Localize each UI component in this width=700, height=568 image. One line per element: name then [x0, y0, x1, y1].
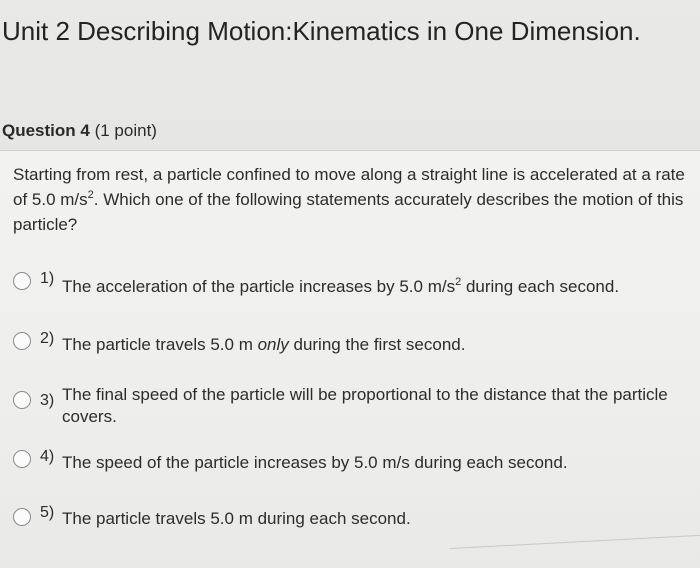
radio-button-option-4[interactable]	[13, 450, 31, 468]
option-text: The speed of the particle increases by 5.0 m/s during each second.	[62, 453, 568, 472]
answer-option-5[interactable]	[13, 504, 411, 530]
option-text-after: during each second.	[461, 277, 620, 296]
question-text-superscript: 2	[87, 189, 94, 201]
answer-option-2[interactable]	[13, 330, 465, 356]
option-number: 5)	[40, 504, 55, 521]
option-text-superscript: 2	[455, 276, 462, 288]
option-text-before: The acceleration of the particle increases by 5.0 m/s	[62, 277, 456, 296]
answer-option-1[interactable]	[13, 270, 619, 298]
question-header	[2, 121, 157, 141]
question-points: (1 point)	[94, 121, 157, 140]
radio-button-option-1[interactable]	[13, 272, 31, 290]
option-text	[62, 276, 619, 298]
option-text-before: The particle travels 5.0 m	[62, 335, 258, 354]
answer-option-3[interactable]	[13, 384, 682, 428]
radio-button-option-3[interactable]	[13, 391, 31, 409]
radio-button-option-2[interactable]	[13, 332, 31, 350]
question-text	[13, 162, 693, 237]
option-number: 1)	[40, 270, 55, 287]
option-number: 2)	[40, 330, 55, 347]
option-text-after: during the first second.	[288, 335, 466, 354]
question-text-part2: . Which one of the following statements accurately describes the motion of this particle?	[13, 190, 684, 234]
option-text-emphasis: only	[257, 335, 289, 354]
option-text: The final speed of the particle will be proportional to the distance that the particle covers.	[62, 385, 668, 426]
option-number: 3)	[40, 392, 55, 409]
question-text-part1: Starting from rest, a particle confined to move along a straight line is accelerated at a rate of 5.0 m/s	[13, 165, 685, 209]
page-title: Unit 2 Describing Motion:Kinematics in One Dimension.	[2, 16, 641, 46]
question-label: Question 4	[2, 121, 90, 140]
option-number: 4)	[40, 448, 55, 465]
radio-button-option-5[interactable]	[13, 508, 31, 526]
option-text: The particle travels 5.0 m during each second.	[62, 509, 411, 528]
answer-option-4[interactable]	[13, 448, 568, 474]
option-text	[62, 334, 465, 356]
